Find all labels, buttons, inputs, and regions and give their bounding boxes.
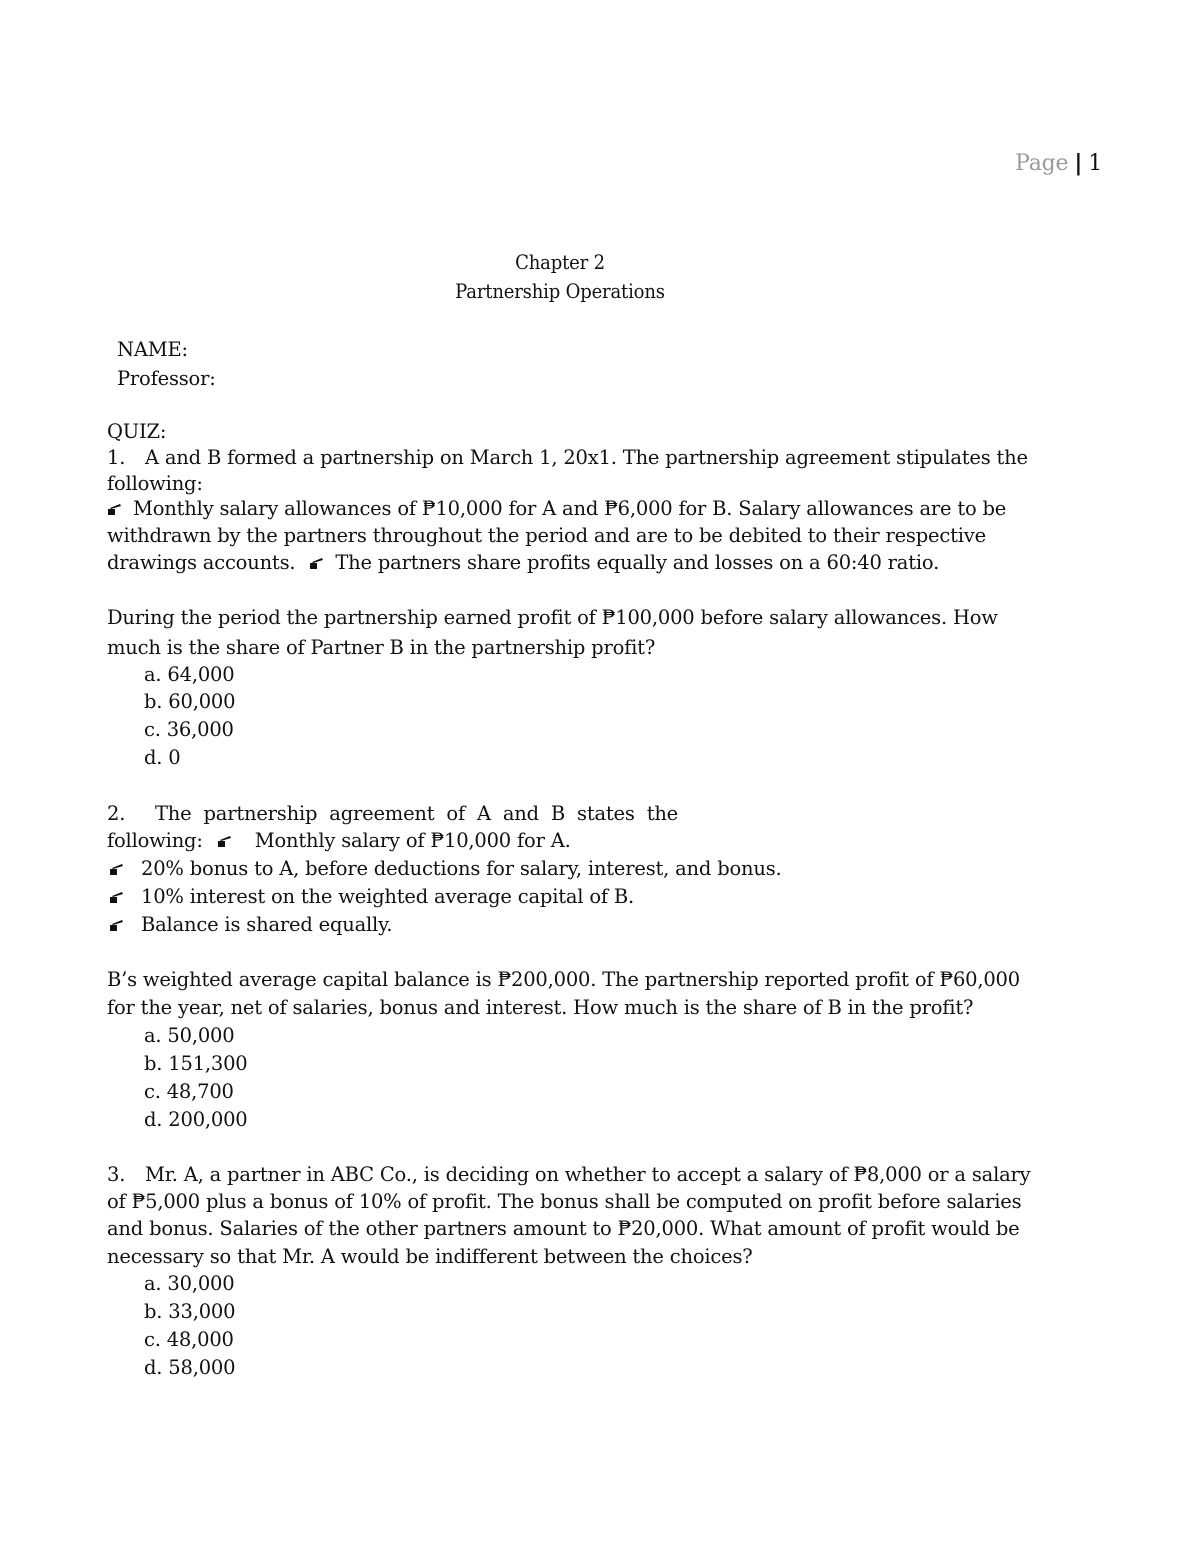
page-number: 1 bbox=[1088, 151, 1102, 176]
q2-number: 2. bbox=[107, 802, 126, 825]
q3-option-d: d. 58,000 bbox=[144, 1356, 236, 1379]
q1-line1: A and B formed a partnership on March 1, 20x1. The partnership agreement stipulates the bbox=[145, 446, 1028, 469]
q2-bullet3 bbox=[109, 913, 392, 936]
q1-option-a: a. 64,000 bbox=[144, 663, 235, 686]
q1-line5 bbox=[107, 551, 939, 574]
q3-option-c: c. 48,000 bbox=[144, 1328, 234, 1351]
q3-line3: and bonus. Salaries of the other partners amount to ₱20,000. What amount of profit would be bbox=[107, 1217, 1020, 1240]
q1-line3 bbox=[107, 497, 1006, 520]
bullet-icon bbox=[109, 919, 125, 932]
q1-line4: withdrawn by the partners throughout the period and are to be debited to their respective bbox=[107, 524, 986, 547]
bullet-icon bbox=[107, 503, 123, 516]
q2-line2a: following: bbox=[107, 829, 203, 852]
chapter-subtitle: Partnership Operations bbox=[455, 280, 665, 303]
q3-number: 3. bbox=[107, 1163, 126, 1186]
q3-line2: of ₱5,000 plus a bonus of 10% of profit. The bonus shall be computed on profit before salaries bbox=[107, 1190, 1022, 1213]
q1-option-d: d. 0 bbox=[144, 746, 181, 769]
page-header bbox=[1015, 150, 1102, 176]
q3-option-b: b. 33,000 bbox=[144, 1300, 236, 1323]
q2-bullet3-text: Balance is shared equally. bbox=[141, 913, 393, 936]
q2-line2b: Monthly salary of ₱10,000 for A. bbox=[254, 829, 571, 852]
q1-number: 1. bbox=[107, 446, 126, 469]
q1-line5a: drawings accounts. bbox=[107, 551, 296, 574]
q3-option-a: a. 30,000 bbox=[144, 1272, 235, 1295]
bullet-icon bbox=[109, 891, 125, 904]
professor-label: Professor: bbox=[117, 367, 216, 390]
quiz-label: QUIZ: bbox=[107, 420, 167, 443]
q2-bullet1 bbox=[109, 857, 782, 880]
q2-option-a: a. 50,000 bbox=[144, 1024, 235, 1047]
q2-option-b: b. 151,300 bbox=[144, 1052, 248, 1075]
q2-bullet2 bbox=[109, 885, 634, 908]
q2-option-d: d. 200,000 bbox=[144, 1108, 248, 1131]
q1-line2: following: bbox=[107, 472, 203, 495]
q1-option-b: b. 60,000 bbox=[144, 690, 236, 713]
q3-line4: necessary so that Mr. A would be indifferent between the choices? bbox=[107, 1245, 753, 1268]
page-separator: | bbox=[1074, 150, 1083, 176]
bullet-icon bbox=[217, 835, 233, 848]
q2-line2 bbox=[107, 829, 571, 852]
chapter-title: Chapter 2 bbox=[515, 251, 605, 274]
q2-bullet2-text: 10% interest on the weighted average capital of B. bbox=[141, 885, 635, 908]
q2-question-line1: B’s weighted average capital balance is ₱200,000. The partnership reported profit of ₱60,000 bbox=[107, 968, 1020, 991]
bullet-icon bbox=[109, 863, 125, 876]
q1-line3-text: Monthly salary allowances of ₱10,000 for A and ₱6,000 for B. Salary allowances are to be bbox=[133, 497, 1007, 520]
page-label: Page bbox=[1015, 151, 1069, 176]
bullet-icon bbox=[309, 557, 325, 570]
q2-bullet1-text: 20% bonus to A, before deductions for salary, interest, and bonus. bbox=[141, 857, 782, 880]
q1-question-line2: much is the share of Partner B in the partnership profit? bbox=[107, 636, 656, 659]
q1-question-line1: During the period the partnership earned profit of ₱100,000 before salary allowances. How bbox=[107, 606, 998, 629]
q1-line5b: The partners share profits equally and losses on a 60:40 ratio. bbox=[335, 551, 940, 574]
q2-line1: The partnership agreement of A and B states the bbox=[155, 802, 679, 825]
q3-line1: Mr. A, a partner in ABC Co., is deciding on whether to accept a salary of ₱8,000 or a salary bbox=[145, 1163, 1031, 1186]
q2-option-c: c. 48,700 bbox=[144, 1080, 234, 1103]
q2-question-line2: for the year, net of salaries, bonus and interest. How much is the share of B in the profit? bbox=[107, 996, 974, 1019]
name-label: NAME: bbox=[117, 338, 188, 361]
q1-option-c: c. 36,000 bbox=[144, 718, 234, 741]
